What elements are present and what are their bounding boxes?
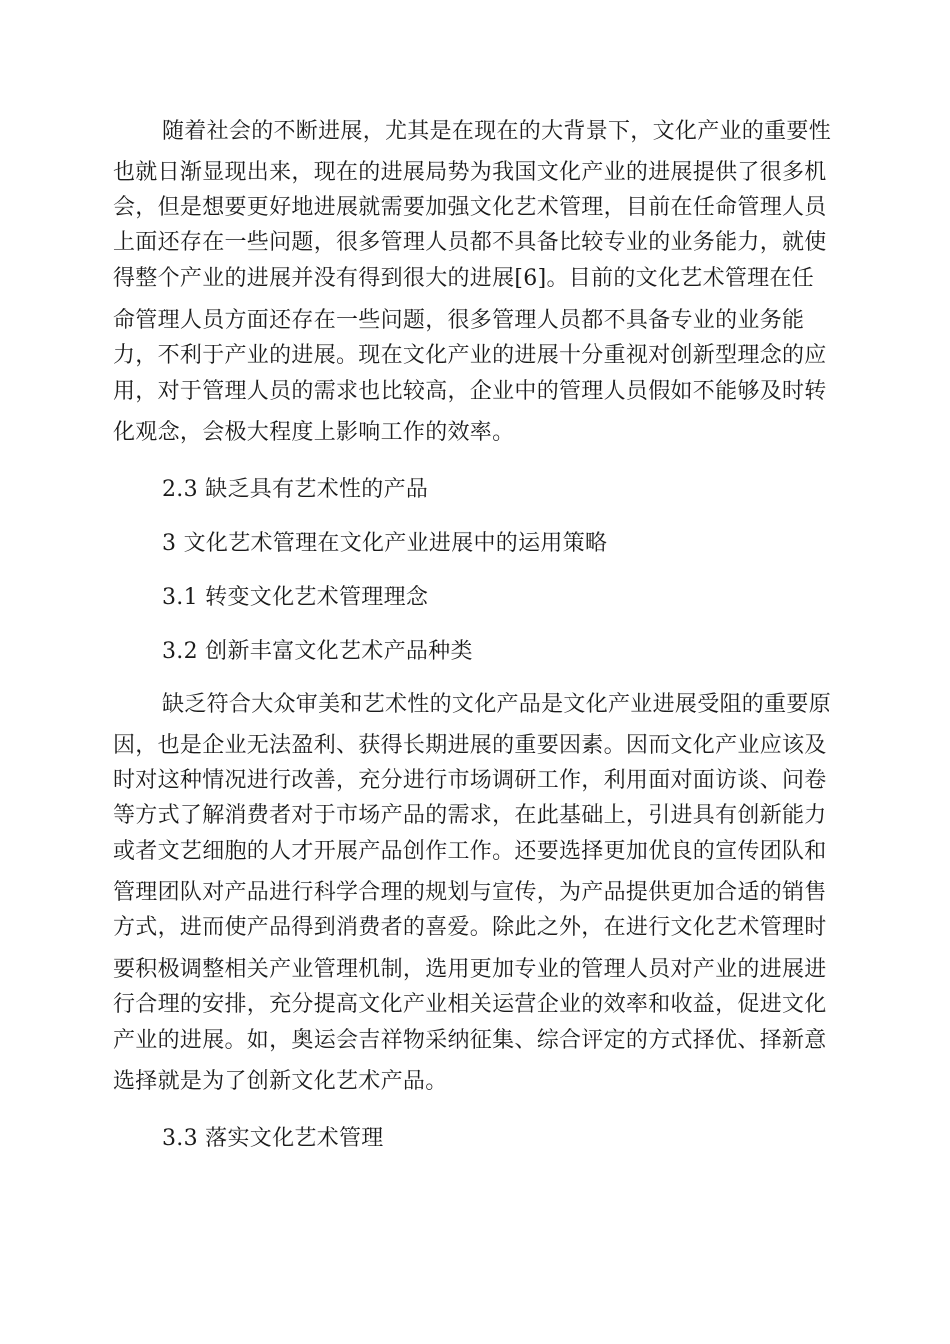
section-heading-3-2: 3.2 创新丰富文化艺术产品种类 (162, 639, 473, 664)
paragraph-line: 缺乏符合大众审美和艺术性的文化产品是文化产业进展受阻的重要原 (162, 692, 832, 717)
paragraph-line: 化观念，会极大程度上影响工作的效率。 (113, 420, 515, 445)
paragraph-line: 要积极调整相关产业管理机制，选用更加专业的管理人员对产业的进展进 (113, 957, 827, 982)
paragraph-line: 等方式了解消费者对于市场产品的需求，在此基础上，引进具有创新能力 (113, 803, 827, 828)
section-heading-3-1: 3.1 转变文化艺术管理理念 (162, 585, 429, 610)
paragraph-line: 随着社会的不断进展，尤其是在现在的大背景下，文化产业的重要性 (162, 119, 832, 144)
paragraph-line: 方式，进而使产品得到消费者的喜爱。除此之外，在进行文化艺术管理时 (113, 915, 827, 940)
paragraph-line: 时对这种情况进行改善，充分进行市场调研工作，利用面对面访谈、问卷 (113, 768, 827, 793)
section-heading-3-3: 3.3 落实文化艺术管理 (162, 1126, 384, 1151)
paragraph-line: 或者文艺细胞的人才开展产品创作工作。还要选择更加优良的宣传团队和 (113, 839, 827, 864)
paragraph-line: 用，对于管理人员的需求也比较高，企业中的管理人员假如不能够及时转 (113, 379, 827, 404)
section-heading-3: 3 文化艺术管理在文化产业进展中的运用策略 (162, 531, 608, 556)
paragraph-line: 因，也是企业无法盈利、获得长期进展的重要因素。因而文化产业应该及 (113, 733, 827, 758)
paragraph-line: 也就日渐显现出来，现在的进展局势为我国文化产业的进展提供了很多机 (113, 160, 827, 185)
section-heading-2-3: 2.3 缺乏具有艺术性的产品 (162, 477, 429, 502)
paragraph-line: 得整个产业的进展并没有得到很大的进展[6]。目前的文化艺术管理在任 (113, 266, 815, 291)
paragraph-line: 会，但是想要更好地进展就需要加强文化艺术管理，目前在任命管理人员 (113, 195, 827, 220)
paragraph-line: 命管理人员方面还存在一些问题，很多管理人员都不具备专业的业务能 (113, 308, 805, 333)
paragraph-line: 上面还存在一些问题，很多管理人员都不具备比较专业的业务能力，就使 (113, 230, 827, 255)
paragraph-line: 选择就是为了创新文化艺术产品。 (113, 1069, 448, 1094)
paragraph-line: 产业的进展。如，奥运会吉祥物采纳征集、综合评定的方式择优、择新意 (113, 1028, 827, 1053)
paragraph-line: 行合理的安排，充分提高文化产业相关运营企业的效率和收益，促进文化 (113, 992, 827, 1017)
paragraph-line: 管理团队对产品进行科学合理的规划与宣传，为产品提供更加合适的销售 (113, 880, 827, 905)
paragraph-line: 力，不利于产业的进展。现在文化产业的进展十分重视对创新型理念的应 (113, 343, 827, 368)
